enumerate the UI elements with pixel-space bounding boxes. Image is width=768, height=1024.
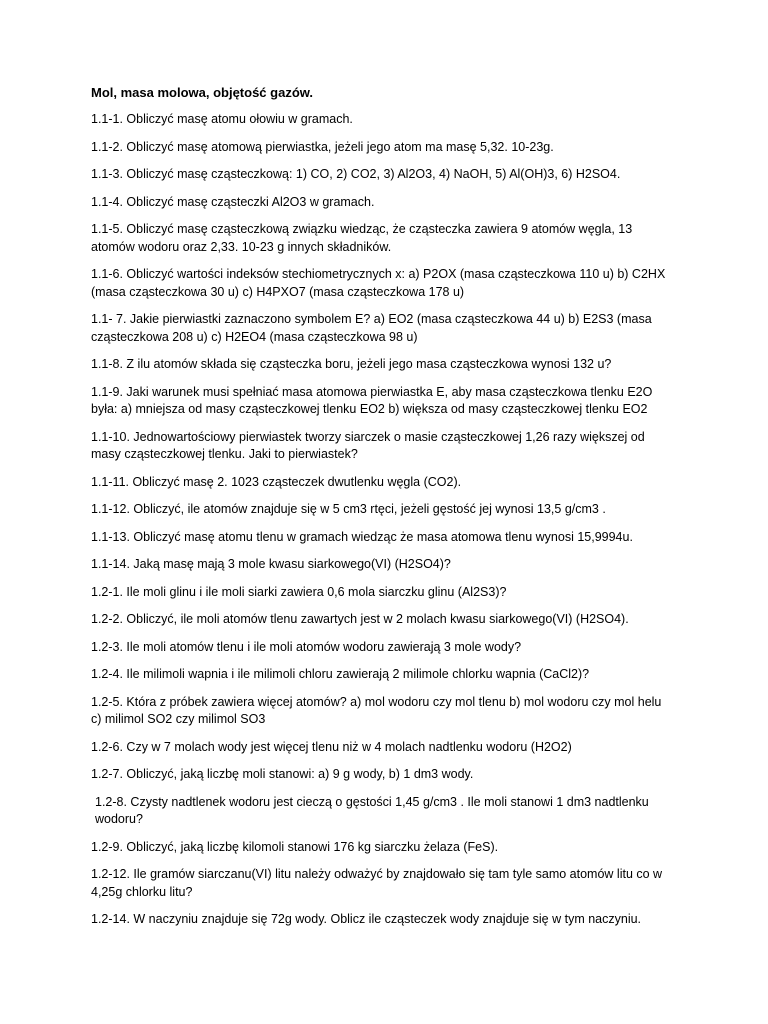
problem-item: 1.1-14. Jaką masę mają 3 mole kwasu siarkowego(VI) (H2SO4)? bbox=[91, 557, 451, 571]
problem-item: 1.1-2. Obliczyć masę atomową pierwiastka, jeżeli jego atom ma masę 5,32. 10-23g. bbox=[91, 139, 554, 154]
problem-item: 1.1-1. Obliczyć masę atomu ołowiu w gramach. bbox=[91, 112, 353, 126]
problem-item: 1.2-2. Obliczyć, ile moli atomów tlenu zawartych jest w 2 molach kwasu siarkowego(VI) (H2SO4). bbox=[91, 612, 629, 626]
problem-item: 1.2-5. Która z próbek zawiera więcej atomów? a) mol wodoru czy mol tlenu b) mol wodoru czy mol helu c) milimol SO2 czy milimol SO3 bbox=[91, 694, 662, 726]
problem-item: 1.2-14. W naczyniu znajduje się 72g wody. Oblicz ile cząsteczek wody znajduje się w tym naczyniu. bbox=[91, 912, 642, 926]
problem-item: 1.1-5. Obliczyć masę cząsteczkową związku wiedząc, że cząsteczka zawiera 9 atomów węgla, 13 atomów wodoru oraz 2,33. 10-23 g innych składników. bbox=[91, 222, 633, 254]
problem-item: 1.2-8. Czysty nadtlenek wodoru jest cieczą o gęstości 1,45 g/cm3 . Ile moli stanowi 1 dm3 nadtlenku wodoru? bbox=[95, 794, 649, 826]
problem-item: 1.2-3. Ile moli atomów tlenu i ile moli atomów wodoru zawierają 3 mole wody? bbox=[91, 639, 522, 654]
problem-item: 1.1- 7. Jakie pierwiastki zaznaczono symbolem E? a) EO2 (masa cząsteczkowa 44 u) b) E2S3 (masa cząsteczkowa 208 u) c) H2EO4 (masa cząsteczkowa 98 u) bbox=[91, 312, 652, 344]
problem-item: 1.1-8. Z ilu atomów składa się cząsteczka boru, jeżeli jego masa cząsteczkowa wynosi 132 u? bbox=[91, 357, 612, 371]
problem-item: 1.2-12. Ile gramów siarczanu(VI) litu należy odważyć by znajdowało się tam tyle samo atomów litu co w 4,25g chlorku litu? bbox=[91, 867, 663, 899]
problem-item: 1.1-12. Obliczyć, ile atomów znajduje się w 5 cm3 rtęci, jeżeli gęstość jej wynosi 13,5 g/cm3 . bbox=[91, 502, 606, 516]
document-title: Mol, masa molowa, objętość gazów. bbox=[91, 85, 314, 100]
problem-item: 1.1-10. Jednowartościowy pierwiastek tworzy siarczek o masie cząsteczkowej 1,26 razy większej od masy cząsteczkowej tlenku. Jaki to pierwiastek? bbox=[91, 429, 645, 461]
problem-item: 1.1-6. Obliczyć wartości indeksów stechiometrycznych x: a) P2OX (masa cząsteczkowa 110 u) b) C2HX (masa cząsteczkowa 30 u) c) H4PXO7 (masa cząsteczkowa 178 u) bbox=[91, 267, 666, 299]
problem-list bbox=[91, 111, 668, 929]
problem-item: 1.1-4. Obliczyć masę cząsteczki Al2O3 w gramach. bbox=[91, 194, 375, 209]
problem-item: 1.1-3. Obliczyć masę cząsteczkową: 1) CO, 2) CO2, 3) Al2O3, 4) NaOH, 5) Al(OH)3, 6) H2SO4. bbox=[91, 167, 621, 181]
problem-item: 1.1-9. Jaki warunek musi spełniać masa atomowa pierwiastka E, aby masa cząsteczkowa tlenku E2O była: a) mniejsza od masy cząsteczkowej tlenku EO2 b) większa od masy cząsteczkowej tlenku EO2 bbox=[91, 384, 653, 416]
problem-item: 1.1-13. Obliczyć masę atomu tlenu w gramach wiedząc że masa atomowa tlenu wynosi 15,9994u. bbox=[91, 529, 633, 544]
problem-item: 1.2-9. Obliczyć, jaką liczbę kilomoli stanowi 176 kg siarczku żelaza (FeS). bbox=[91, 839, 499, 854]
problem-item: 1.2-4. Ile milimoli wapnia i ile milimoli chloru zawierają 2 milimole chlorku wapnia (CaCl2)? bbox=[91, 667, 590, 681]
problem-item: 1.2-7. Obliczyć, jaką liczbę moli stanowi: a) 9 g wody, b) 1 dm3 wody. bbox=[91, 767, 474, 781]
problem-item: 1.2-6. Czy w 7 molach wody jest więcej tlenu niż w 4 molach nadtlenku wodoru (H2O2) bbox=[91, 739, 572, 754]
problem-item: 1.2-1. Ile moli glinu i ile moli siarki zawiera 0,6 mola siarczku glinu (Al2S3)? bbox=[91, 584, 507, 599]
problem-item: 1.1-11. Obliczyć masę 2. 1023 cząsteczek dwutlenku węgla (CO2). bbox=[91, 474, 462, 489]
